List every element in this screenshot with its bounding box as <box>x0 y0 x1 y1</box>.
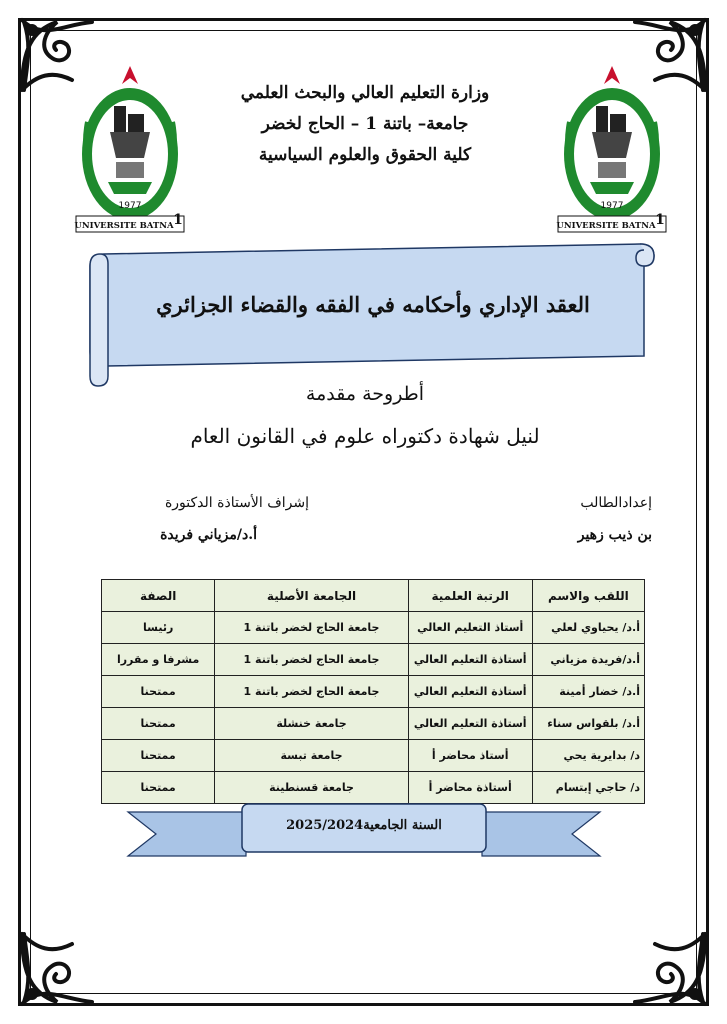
jury-member-rank: أستاذة محاضر أ <box>408 772 532 804</box>
jury-member-rank: أستاذة التعليم العالي <box>408 676 532 708</box>
jury-member-name: أ.د/ خضار أمينة <box>532 676 644 708</box>
jury-table <box>101 579 645 804</box>
logo-caption: UNIVERSITE BATNA <box>556 221 656 231</box>
jury-member-role: مشرفا و مقررا <box>102 644 215 676</box>
jury-member-role: رئيسا <box>102 612 215 644</box>
jury-member-rank: أستاذ التعليم العالي <box>408 612 532 644</box>
table-row <box>102 612 645 644</box>
jury-member-university: جامعة الحاج لخضر باتنة 1 <box>215 644 408 676</box>
jury-member-university: جامعة الحاج لخضر باتنة 1 <box>215 676 408 708</box>
jury-member-rank: أستاذة التعليم العالي <box>408 644 532 676</box>
corner-ornament-bottom-right <box>625 924 715 1014</box>
header-role: الصفة <box>102 580 215 612</box>
jury-member-university: جامعة تبسة <box>215 740 408 772</box>
university-name: جامعة– باتنة 1 – الحاج لخضر <box>261 114 469 134</box>
corner-ornament-bottom-left <box>12 924 102 1014</box>
logo-year: 1977 <box>600 201 624 211</box>
table-row <box>102 708 645 740</box>
table-row <box>102 740 645 772</box>
jury-member-role: ممتحنا <box>102 740 215 772</box>
thesis-type: أطروحة مقدمة <box>305 383 425 405</box>
ministry-name: وزارة التعليم العالي والبحث العلمي <box>240 83 490 103</box>
jury-member-university: جامعة قسنطينة <box>215 772 408 804</box>
supervisor-name: أ.د/مزياني فريدة <box>160 527 257 543</box>
jury-member-name: أ.د/فريدة مزياني <box>532 644 644 676</box>
supervisor-label: إشراف الأستاذة الدكتورة <box>164 495 309 511</box>
logo-number: 1 <box>655 212 665 228</box>
jury-member-university: جامعة الحاج لخضر باتنة 1 <box>215 612 408 644</box>
title-scroll-banner <box>88 236 658 388</box>
header-rank: الرتبة العلمية <box>408 580 532 612</box>
jury-member-rank: أستاذة التعليم العالي <box>408 708 532 740</box>
jury-member-role: ممتحنا <box>102 676 215 708</box>
academic-year-ribbon <box>126 798 602 864</box>
header-university: الجامعة الأصلية <box>215 580 408 612</box>
academic-year: السنة الجامعية2025/2024 <box>286 818 442 833</box>
logo-number: 1 <box>173 212 183 228</box>
logo-year: 1977 <box>118 201 142 211</box>
jury-member-name: أ.د/ بلقواس سناء <box>532 708 644 740</box>
jury-member-role: ممتحنا <box>102 772 215 804</box>
institution-header <box>190 78 540 171</box>
table-row <box>102 644 645 676</box>
jury-member-rank: أستاذ محاضر أ <box>408 740 532 772</box>
preparer-label: إعدادالطالب <box>580 495 652 511</box>
jury-member-role: ممتحنا <box>102 708 215 740</box>
university-logo-right <box>556 62 668 234</box>
table-row <box>102 676 645 708</box>
university-logo-left <box>74 62 186 234</box>
faculty-name: كلية الحقوق والعلوم السياسية <box>258 145 472 165</box>
preparer-name: بن ذيب زهير <box>577 527 652 543</box>
header-name: اللقب والاسم <box>532 580 644 612</box>
logo-caption: UNIVERSITE BATNA <box>74 221 174 231</box>
jury-member-name: د/ بدايرية يحي <box>532 740 644 772</box>
jury-member-name: أ.د/ يحياوي لعلي <box>532 612 644 644</box>
jury-table-header <box>102 580 645 612</box>
thesis-title: العقد الإداري وأحكامه في الفقه والقضاء الجزائري <box>156 292 590 317</box>
jury-member-university: جامعة خنشلة <box>215 708 408 740</box>
jury-member-name: د/ حاجي إبتسام <box>532 772 644 804</box>
thesis-degree: لنيل شهادة دكتوراه علوم في القانون العام <box>190 424 540 448</box>
